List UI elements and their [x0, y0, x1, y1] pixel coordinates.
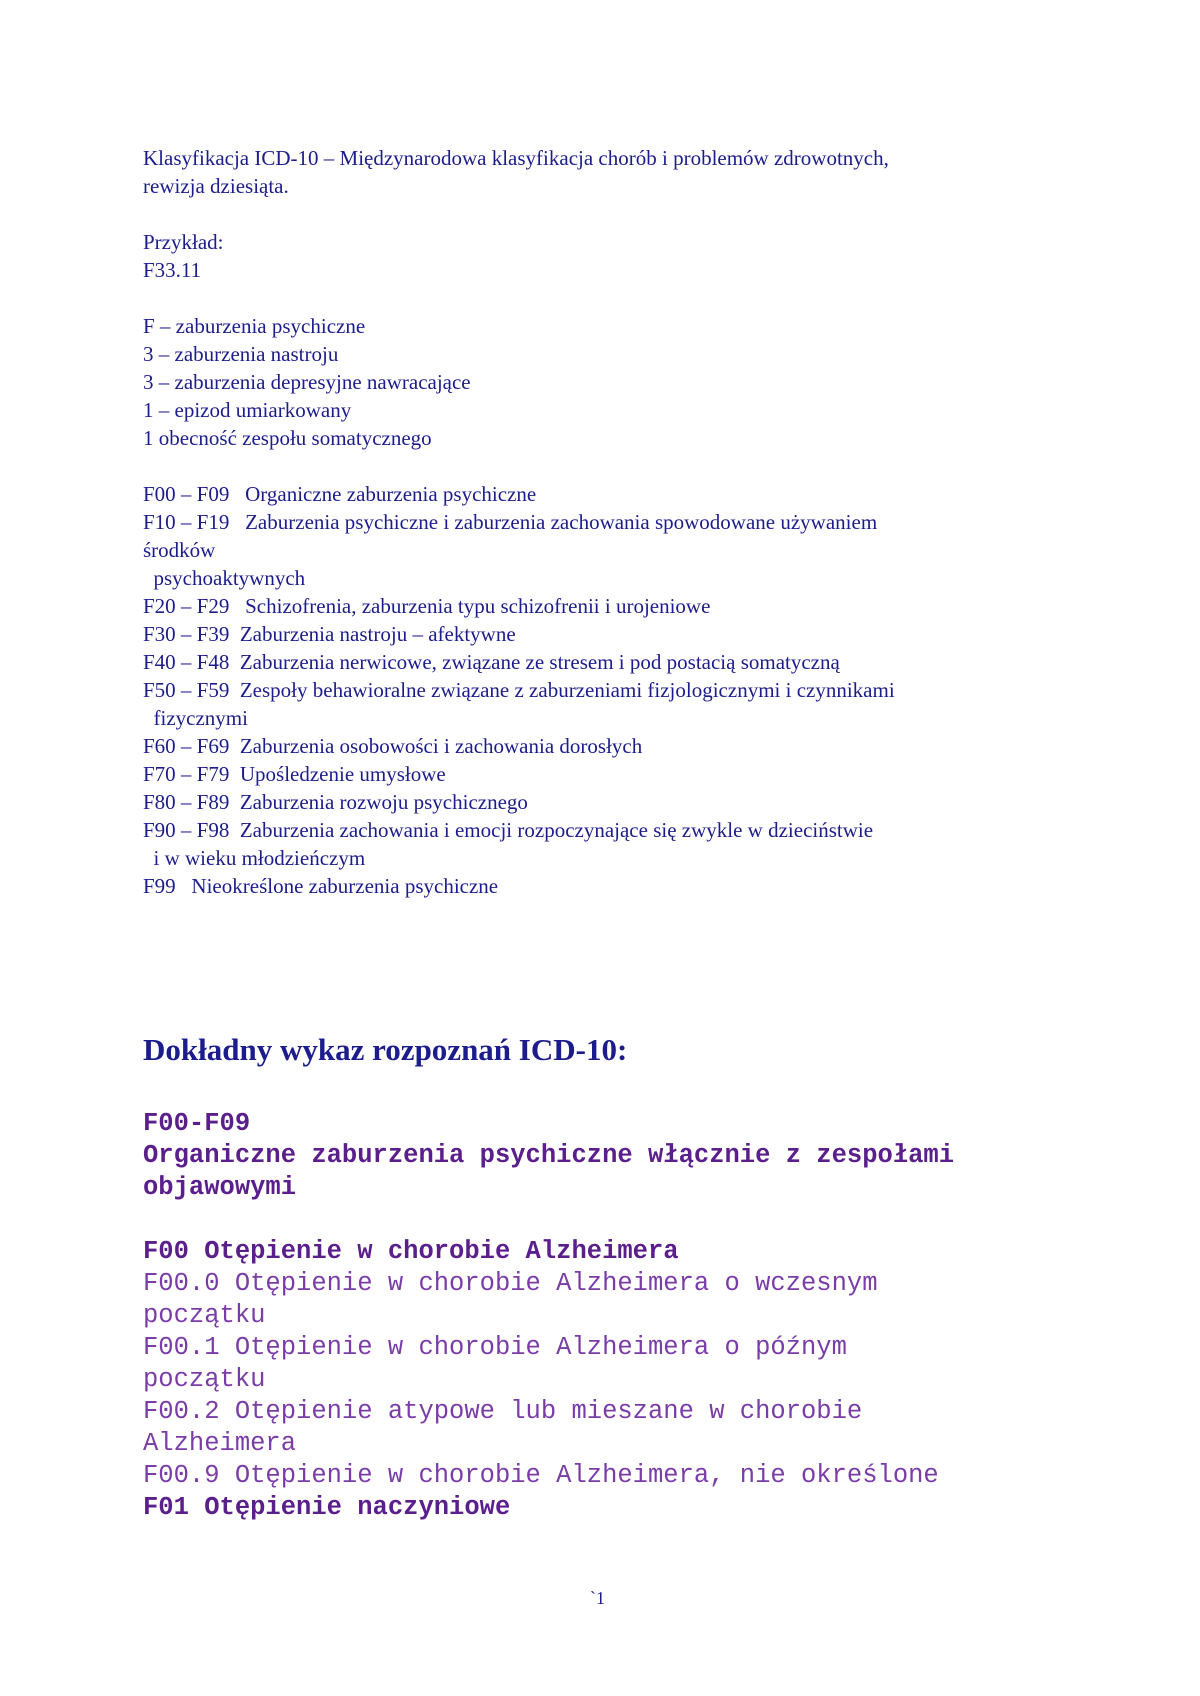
example-breakdown: [143, 312, 1063, 452]
range-item: środków: [143, 538, 216, 562]
range-item: i w wieku młodzieńczym: [143, 846, 366, 870]
diagnosis-subitem: Alzheimera: [143, 1429, 297, 1458]
range-item: F80 – F89 Zaburzenia rozwoju psychicznego: [143, 790, 528, 814]
range-item: psychoaktywnych: [143, 566, 306, 590]
group-title: objawowymi: [143, 1173, 297, 1202]
diagnosis-subitem: F00.9 Otępienie w chorobie Alzheimera, nie określone: [143, 1461, 939, 1490]
breakdown-item: F – zaburzenia psychiczne: [143, 314, 366, 338]
range-item: F40 – F48 Zaburzenia nerwicowe, związane ze stresem i pod postacią somatyczną: [143, 650, 840, 674]
range-list: [143, 480, 1063, 900]
example-code: F33.11: [143, 258, 202, 282]
diagnosis-subitem: początku: [143, 1301, 266, 1330]
range-item: F70 – F79 Upośledzenie umysłowe: [143, 762, 446, 786]
range-item: F50 – F59 Zespoły behawioralne związane z zaburzeniami fizjologicznymi i czynnikami: [143, 678, 895, 702]
example-label: Przykład:: [143, 230, 224, 254]
diagnosis-subitem: F00.0 Otępienie w chorobie Alzheimera o wczesnym: [143, 1269, 878, 1298]
spacer: [143, 1204, 1063, 1236]
range-item: F90 – F98 Zaburzenia zachowania i emocji rozpoczynające się zwykle w dzieciństwie: [143, 818, 874, 842]
detailed-list: [143, 1108, 1063, 1524]
group-title: Organiczne zaburzenia psychiczne włącznie z zespołami: [143, 1141, 955, 1170]
breakdown-item: 3 – zaburzenia nastroju: [143, 342, 339, 366]
diagnosis-title: F01 Otępienie naczyniowe: [143, 1493, 511, 1522]
range-item: F10 – F19 Zaburzenia psychiczne i zaburzenia zachowania spowodowane używaniem: [143, 510, 878, 534]
breakdown-item: 3 – zaburzenia depresyjne nawracające: [143, 370, 471, 394]
intro-paragraph: [143, 144, 1063, 200]
range-item: fizycznymi: [143, 706, 248, 730]
breakdown-item: 1 – epizod umiarkowany: [143, 398, 352, 422]
range-item: F00 – F09 Organiczne zaburzenia psychiczne: [143, 482, 537, 506]
diagnosis-subitem: początku: [143, 1365, 266, 1394]
range-item: F20 – F29 Schizofrenia, zaburzenia typu schizofrenii i urojeniowe: [143, 594, 711, 618]
diagnosis-subitem: F00.1 Otępienie w chorobie Alzheimera o późnym: [143, 1333, 847, 1362]
section-heading: Dokładny wykaz rozpoznań ICD-10:: [143, 1032, 628, 1067]
group-code: F00-F09: [143, 1109, 251, 1138]
diagnosis-subitem: F00.2 Otępienie atypowe lub mieszane w chorobie: [143, 1397, 863, 1426]
breakdown-item: 1 obecność zespołu somatycznego: [143, 426, 432, 450]
page-number: `1: [590, 1588, 605, 1608]
range-item: F99 Nieokreślone zaburzenia psychiczne: [143, 874, 499, 898]
example-section: [143, 228, 1063, 284]
diagnosis-title: F00 Otępienie w chorobie Alzheimera: [143, 1237, 679, 1266]
range-item: F60 – F69 Zaburzenia osobowości i zachowania dorosłych: [143, 734, 643, 758]
intro-line: rewizja dziesiąta.: [143, 174, 289, 198]
intro-line: Klasyfikacja ICD-10 – Międzynarodowa klasyfikacja chorób i problemów zdrowotnych,: [143, 146, 889, 170]
range-item: F30 – F39 Zaburzenia nastroju – afektywne: [143, 622, 516, 646]
